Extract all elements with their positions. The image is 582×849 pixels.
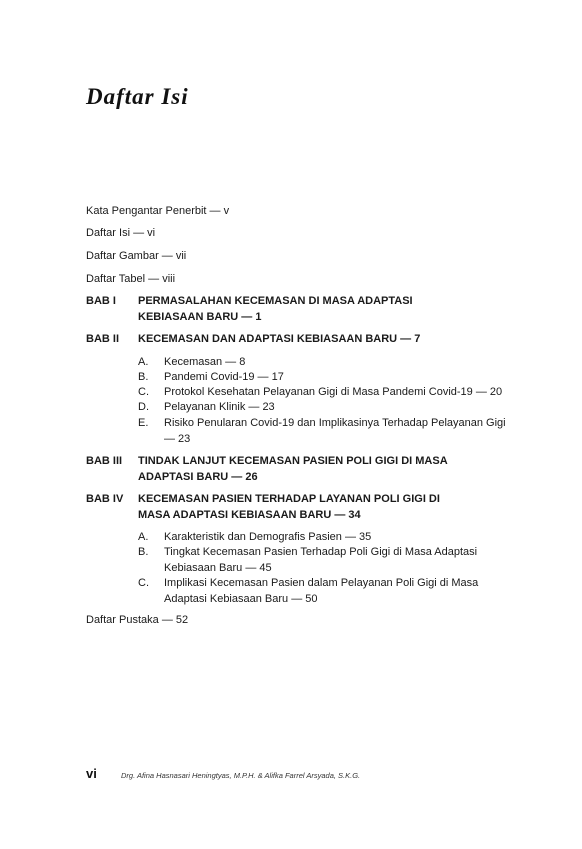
toc-front-item[interactable]: Daftar Isi — vi [86, 227, 156, 239]
subsection-text: Protokol Kesehatan Pelayanan Gigi di Masa Pandemi Covid-19 — 20 [164, 386, 503, 398]
page-title: Daftar Isi [86, 84, 189, 109]
chapter-title: PERMASALAHAN KECEMASAN DI MASA ADAPTASI KEBIASAAN BARU — 1 [138, 295, 413, 323]
chapter-title: TINDAK LANJUT KECEMASAN PASIEN POLI GIGI DI MASA ADAPTASI BARU — 26 [138, 455, 448, 483]
subsection-letter: D. [138, 401, 149, 413]
toc-front-item[interactable]: Daftar Tabel — viii [86, 273, 176, 285]
subsection-text: Implikasi Kecemasan Pasien dalam Pelayanan Poli Gigi di Masa Adaptasi Kebiasaan Baru — 50 [164, 577, 479, 605]
chapter-title: KECEMASAN DAN ADAPTASI KEBIASAAN BARU — 7 [138, 333, 421, 345]
subsection-letter: B. [138, 371, 149, 383]
subsection-letter: E. [138, 417, 149, 429]
subsection-text: Karakteristik dan Demografis Pasien — 35 [164, 531, 372, 543]
subsection-letter: A. [138, 531, 149, 543]
subsection-letter: C. [138, 386, 149, 398]
toc-back-item[interactable]: Daftar Pustaka — 52 [86, 614, 189, 626]
subsection-text: Risiko Penularan Covid-19 dan Implikasinya Terhadap Pelayanan Gigi — 23 [164, 417, 506, 445]
subsection-text: Pelayanan Klinik — 23 [164, 401, 275, 413]
subsection-letter: C. [138, 577, 149, 589]
subsection-letter: B. [138, 546, 149, 558]
chapter-number: BAB I [86, 295, 116, 307]
toc-front-item[interactable]: Kata Pengantar Penerbit — v [86, 205, 230, 217]
chapter-number: BAB II [86, 333, 119, 345]
subsection-text: Pandemi Covid-19 — 17 [164, 371, 284, 383]
footer-authors: Drg. Afina Hasnasari Heningtyas, M.P.H. & Alifka Farrel Arsyada, S.K.G. [121, 771, 361, 780]
subsection-letter: A. [138, 356, 149, 368]
chapter-number: BAB IV [86, 493, 124, 505]
toc-front-item[interactable]: Daftar Gambar — vii [86, 250, 187, 262]
chapter-number: BAB III [86, 455, 123, 467]
subsection-text: Tingkat Kecemasan Pasien Terhadap Poli Gigi di Masa Adaptasi Kebiasaan Baru — 45 [164, 546, 478, 574]
subsection-text: Kecemasan — 8 [164, 356, 246, 368]
footer-page-number: vi [86, 766, 97, 781]
chapter-title: KECEMASAN PASIEN TERHADAP LAYANAN POLI GIGI DI MASA ADAPTASI KEBIASAAN BARU — 34 [138, 493, 440, 521]
